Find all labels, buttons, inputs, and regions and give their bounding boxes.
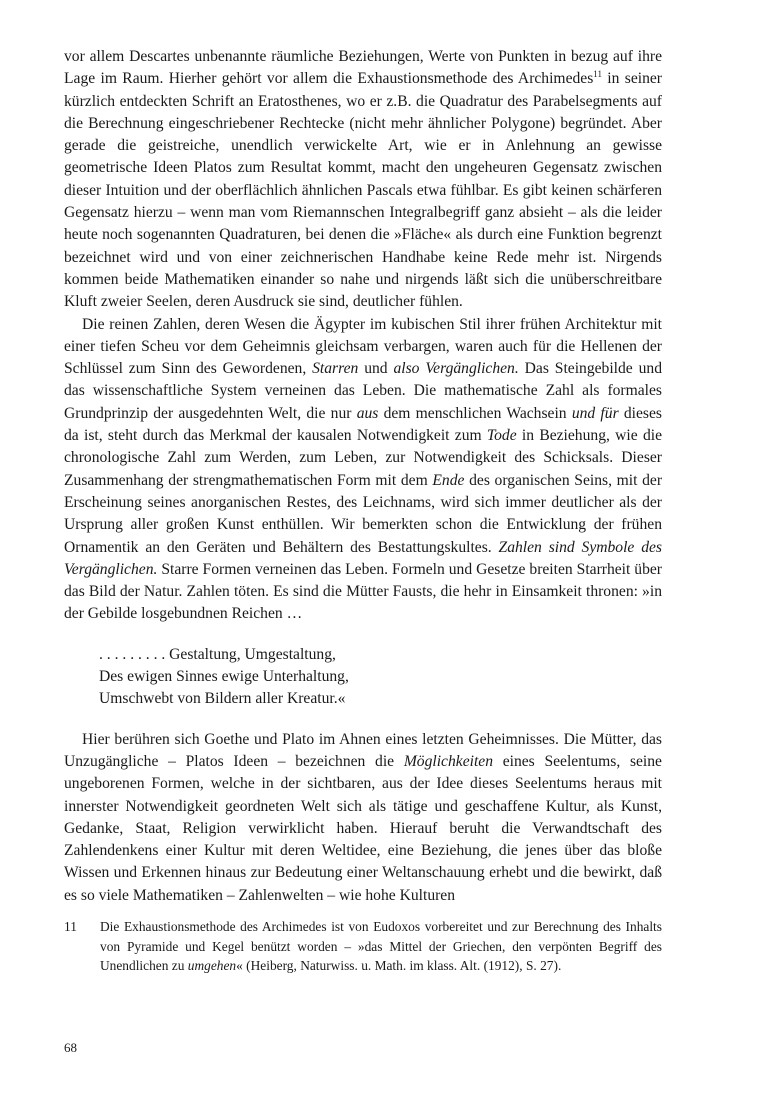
- text: Die Exhaustionsmethode des Archimedes ist von Eudoxos vorbereitet und zur Berechnung des Inhalts von Pyramide und Kegel benützt worden – »das Mittel der Griechen, den verpönten Begriff des Unendlichen zu: [100, 918, 662, 974]
- emphasis: Zahlen sind Symbole des Vergänglichen.: [64, 538, 662, 578]
- footnote: [64, 917, 662, 976]
- text: des organischen Seins, mit der Erscheinung seines anorganischen Restes, des Leichnams, wird sich immer deutlicher als der Ursprung aller großen Kunst enthüllen. Wir bemerkten schon die Entwicklung der frühen Ornamentik an den Geräten und Behältern des Bestattungskultes.: [64, 471, 663, 556]
- body-text: [64, 46, 662, 907]
- emphasis: aus: [356, 404, 379, 422]
- verse-quote: [99, 644, 662, 711]
- text: und: [358, 360, 394, 378]
- emphasis: und für: [571, 404, 619, 422]
- emphasis: Tode: [486, 427, 517, 445]
- text: in seiner kürzlich entdeckten Schrift an Eratosthenes, wo er z.B. die Quadratur des Parabelsegments auf die Berechnung eingeschriebener Rechtecke (nicht mehr ähnlicher Polygone) begründet. Aber gerade die geistreiche, unendlich verwickelte Art, wie er in Anlehnung an gewisse geometrische Ideen Platos zum Resultat kommt, macht den ungeheuren Gegensatz zwischen dieser Intuition und der oberflächlich ähnlichen Pascals etwa fühlbar. Es gibt keinen schärferen Gegensatz hierzu – wenn man vom Riemannschen Integralbegriff ganz absieht – als die leider heute noch sogenannten Quadraturen, bei denen die »Fläche« als durch eine Funktion begrenzt bezeichnet wird und von einer zeichnerischen Handhabe keine Rede mehr ist. Nirgends kommen beide Mathematiken einander so nahe und nirgends läßt sich die unüberschreitbare Kluft zweier Seelen, deren Ausdruck sie sind, deutlicher fühlen.: [64, 70, 662, 311]
- text: « (Heiberg, Naturwiss. u. Math. im klass. Alt. (1912), S. 27).: [236, 958, 562, 974]
- text: Die reinen Zahlen, deren Wesen die Ägypter im kubischen Stil ihrer frühen Architektur mit einer tiefen Scheu vor dem Geheimnis gleichsam verbargen, waren auch für die Hellenen der Schlüssel zum Sinn des Gewordenen,: [64, 315, 662, 378]
- emphasis: also Vergänglichen.: [393, 360, 519, 378]
- text: Hier berühren sich Goethe und Plato im Ahnen eines letzten Geheimnisses. Die Mütter, das Unzugängliche – Platos Ideen – bezeichnen die: [64, 730, 662, 770]
- page-content: [64, 46, 662, 976]
- paragraph-1: [64, 46, 662, 314]
- footnote-reference: 11: [593, 69, 602, 80]
- text: eines Seelentums, seine ungeborenen Formen, welche in der sichtbaren, aus der Idee dieses Seelentums heraus mit innerster Notwendigkeit geordneten Welt sich als tätige und geschaffene Kultur, als Kunst, Gedanke, Staat, Religion verwirklicht haben. Hierauf beruht die Verwandtschaft des Zahlendenkens einer Kultur mit deren Weltidee, eine Beziehung, die jenes über das bloße Wissen und Erkennen hinaus zur Bedeutung einer Weltanschauung erhebt und die bewirkt, daß es so viele Mathematiken – Zahlenwelten – wie hohe Kulturen: [64, 752, 662, 904]
- emphasis: Ende: [432, 471, 465, 489]
- text: vor allem Descartes unbenannte räumliche Beziehungen, Werte von Punkten in bezug auf ihre Lage im Raum. Hierher gehört vor allem die Exhaustionsmethode des Archimedes: [64, 48, 662, 88]
- emphasis: Möglichkeiten: [403, 752, 494, 770]
- verse-line: Des ewigen Sinnes ewige Unterhaltung,: [99, 668, 349, 686]
- paragraph-3: [64, 729, 662, 907]
- verse-line: . . . . . . . . . Gestaltung, Umgestaltung,: [99, 645, 336, 663]
- emphasis: Starren: [312, 360, 359, 378]
- text: dieses da ist, steht durch das Merkmal der kausalen Notwendigkeit zum: [64, 404, 662, 445]
- text: in Beziehung, wie die chronologische Zahl zum Werden, zum Leben, zur Notwendigkeit des Schicksals. Dieser Zusammenhang der strengmathematischen Form mit dem: [64, 427, 662, 489]
- paragraph-2: [64, 314, 662, 626]
- footnote-number: 11: [64, 918, 77, 934]
- page-number: 68: [64, 1040, 77, 1055]
- text: dem menschlichen Wachsein: [378, 404, 572, 422]
- verse-line: Umschwebt von Bildern aller Kreatur.«: [99, 690, 346, 708]
- text: Das Steingebilde und das wissenschaftliche System verneinen das Leben. Die mathematische Zahl als formales Grundprinzip der ausgedehnten Welt, die nur: [64, 360, 663, 422]
- footnote-text: [100, 917, 662, 976]
- emphasis: umgehen: [187, 958, 237, 974]
- text: Starre Formen verneinen das Leben. Formeln und Gesetze breiten Starrheit über das Bild der Natur. Zahlen töten. Es sind die Mütter Fausts, die hehr in Einsamkeit thronen: »in der Gebilde losgebundnen Reichen …: [64, 560, 662, 623]
